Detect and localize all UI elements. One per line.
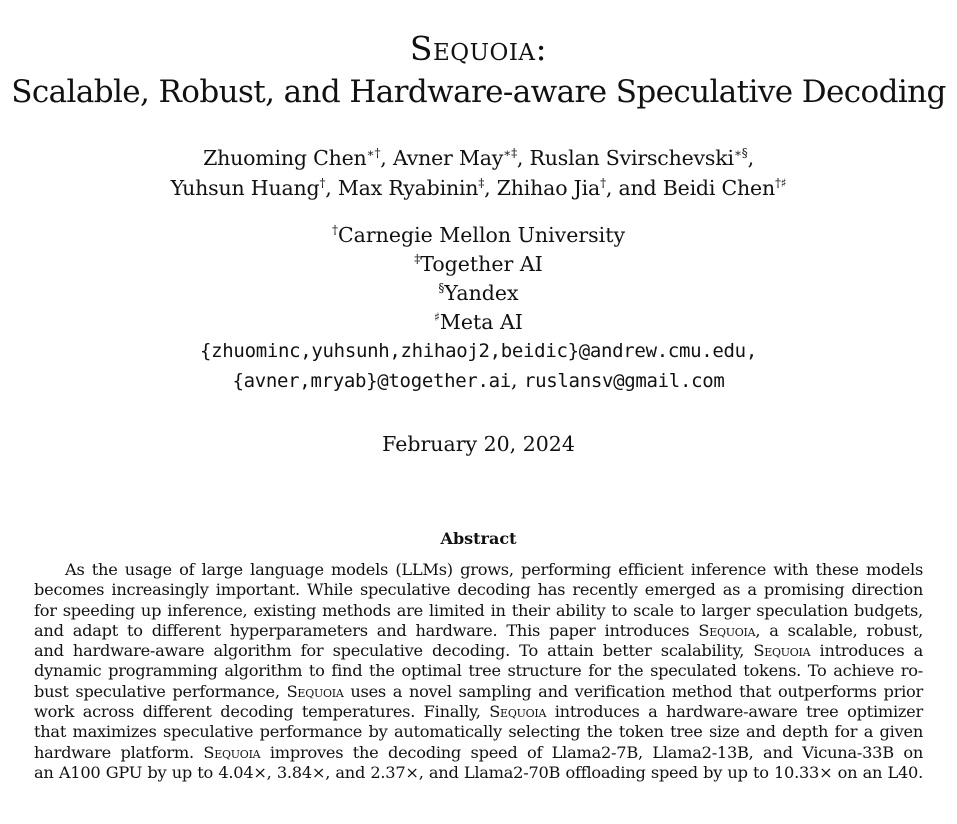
abstract-text: and hardware-aware algorithm for speculative decoding. To attain better scalability, xyxy=(34,641,754,661)
author-line xyxy=(0,173,957,203)
email-line-1: {zhuominc,yuhsunh,zhihaoj2,beidic}@andrew.cmu.edu, xyxy=(200,340,757,362)
abstract-heading: Abstract xyxy=(440,529,517,548)
abstract-line xyxy=(34,601,923,621)
author-name: Max Ryabinin xyxy=(337,176,479,200)
author-affiliation-marks: ∗§ xyxy=(733,146,748,161)
abstract-text: that maximizes speculative performance by automatically selecting the token tree size and depth for a given xyxy=(34,722,923,742)
abstract-text: As the usage of large language models (LLMs) grows, performing efficient inference with these models xyxy=(65,560,923,579)
author-separator: , xyxy=(325,176,338,200)
abstract-text: becomes increasingly important. While speculative decoding has recently emerged as a promising direction xyxy=(34,580,923,600)
abstract-text: improves the decoding speed of Llama2-7B, Llama2-13B, and Vicuna-33B on xyxy=(260,742,923,762)
system-name: Sequoia xyxy=(698,620,756,640)
abstract-line xyxy=(34,580,923,600)
affiliation-name: Carnegie Mellon University xyxy=(337,223,626,247)
abstract-line xyxy=(34,702,923,722)
system-name: Sequoia xyxy=(489,702,547,722)
author-affiliation-marks: ∗† xyxy=(366,146,381,161)
affiliation-name: Meta AI xyxy=(439,310,523,334)
author-separator: , xyxy=(516,146,530,170)
author-affiliation-marks: † xyxy=(600,176,606,191)
email-separator: , xyxy=(510,368,524,392)
publication-date: February 20, 2024 xyxy=(382,432,575,456)
author-affiliation-marks: † xyxy=(319,176,326,191)
affiliation-mark: § xyxy=(438,281,445,296)
affiliation-mark: † xyxy=(331,223,338,238)
email-gmail: ruslansv@gmail.com xyxy=(524,370,725,392)
affiliation-mark: ‡ xyxy=(414,252,421,267)
abstract-line xyxy=(34,661,923,681)
abstract-text: dynamic programming algorithm to find the optimal tree structure for the speculated tokens. To achieve ro- xyxy=(34,661,923,681)
author-affiliation-marks: ‡ xyxy=(478,176,485,191)
abstract-text: introduces a xyxy=(810,641,923,661)
author-name: Ruslan Svirschevski xyxy=(529,146,734,170)
abstract-line xyxy=(34,763,923,783)
affiliation xyxy=(0,221,957,250)
author-list xyxy=(0,143,957,203)
abstract-text: , a scalable, robust, xyxy=(755,620,923,640)
affiliation xyxy=(0,279,957,308)
affiliation-mark: ♯ xyxy=(434,310,440,325)
abstract-text: for speeding up inference, existing methods are limited in their ability to scale to larger speculation budgets, xyxy=(34,600,923,620)
author-name: Zhuoming Chen xyxy=(203,146,367,170)
author-affiliation-marks: †♯ xyxy=(774,176,787,191)
abstract-body xyxy=(34,560,923,783)
paper-subtitle: Scalable, Robust, and Hardware-aware Speculative Decoding xyxy=(11,74,946,110)
abstract-line xyxy=(34,682,923,702)
author-separator: , xyxy=(380,146,393,170)
affiliation-name: Yandex xyxy=(444,281,519,305)
author-name: Yuhsun Huang xyxy=(170,176,320,200)
affiliations xyxy=(0,221,957,396)
abstract-text: work across different decoding temperatures. Finally, xyxy=(34,702,490,722)
abstract-line xyxy=(34,743,923,763)
abstract-line xyxy=(34,621,923,641)
author-name: Beidi Chen xyxy=(662,176,775,200)
abstract-text: hardware platform. xyxy=(34,742,204,762)
abstract-text: introduces a hardware-aware tree optimizer xyxy=(546,702,923,722)
author-separator: , xyxy=(484,176,497,200)
author-affiliation-marks: ∗‡ xyxy=(503,146,517,161)
author-name: Avner May xyxy=(392,146,504,170)
author-name: Zhihao Jia xyxy=(496,176,601,200)
abstract-line xyxy=(34,560,923,580)
author-line xyxy=(0,143,957,173)
email-together: {avner,mryab}@together.ai xyxy=(232,370,511,392)
system-name: Sequoia xyxy=(753,641,811,661)
paper-title: Sequoia: xyxy=(409,29,548,68)
abstract-line xyxy=(34,641,923,661)
system-name: Sequoia xyxy=(286,681,344,701)
affiliation-name: Together AI xyxy=(420,252,543,276)
abstract-text: an A100 GPU by up to 4.04×, 3.84×, and 2.37×, and Llama2-70B offloading speed by up to 10.33× on an L40. xyxy=(34,762,923,782)
author-separator: , and xyxy=(605,176,663,200)
abstract-text: uses a novel sampling and verification method that outperforms prior xyxy=(343,681,923,701)
system-name: Sequoia xyxy=(203,742,261,762)
abstract-line xyxy=(34,722,923,742)
abstract-text: bust speculative performance, xyxy=(34,681,287,701)
author-separator: , xyxy=(747,146,754,170)
email-line-2 xyxy=(0,366,957,396)
affiliation xyxy=(0,250,957,279)
affiliation xyxy=(0,308,957,337)
abstract-text: and adapt to different hyperparameters and hardware. This paper introduces xyxy=(34,620,699,640)
